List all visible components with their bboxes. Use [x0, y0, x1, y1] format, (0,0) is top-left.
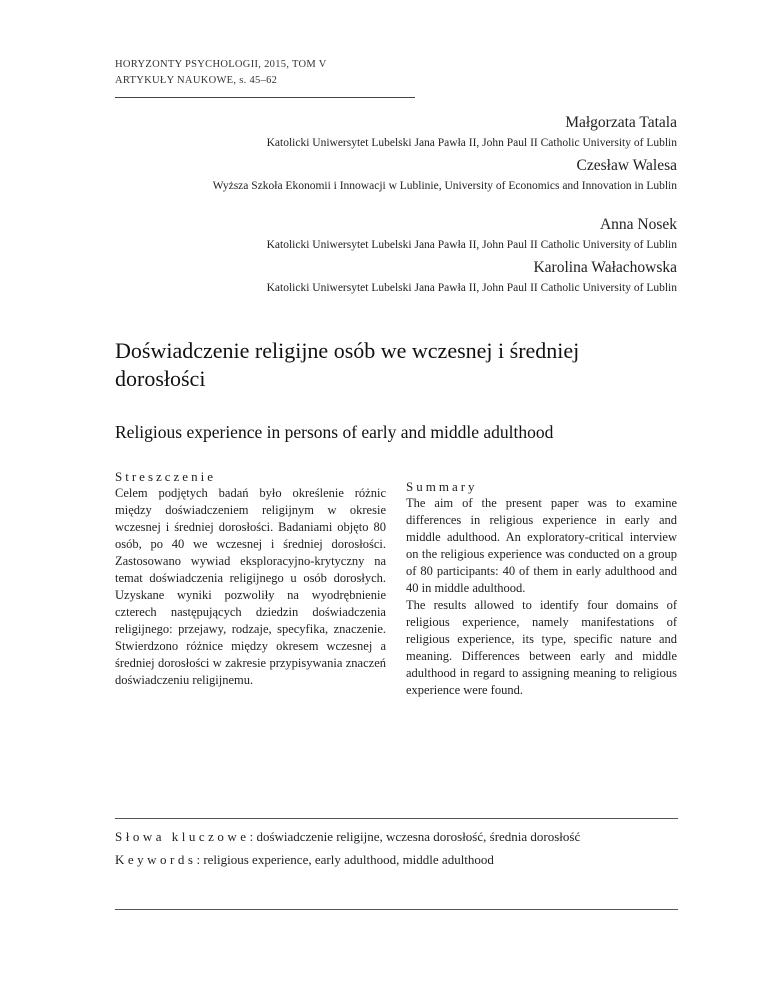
keywords-polish: Słowa kluczowe: doświadczenie religijne, wczesna dorosłość, średnia dorosłość — [115, 829, 581, 844]
author-affiliation: Katolicki Uniwersytet Lubelski Jana Pawła II, John Paul II Catholic University of Lublin — [266, 137, 677, 149]
abstract-english-heading: Summary — [406, 479, 478, 494]
abstract-polish-text: Celem podjętych badań było określenie różnic między doświadczeniem religijnym w okresie wczesnej i średniej dorosłości. Badaniami objęto 80 osób, po 40 we wczesnej i średniej dorosłości. Zastosowano wywiad eksploracyjno-krytyczny na temat doświadczenia religijnego u osób dorosłych. Uzyskane wyniki pozwoliły na wyodrębnienie czterech następujących dziedzin doświadczenia religijnego: przejawy, rodzaje, specyfika, znaczenie. Stwierdzono różnice między okresem wczesnej a średniej dorosłości w zakresie przypisywania znaczeń doświadczeniu religijnemu. — [115, 486, 386, 687]
author-name: Czesław Walesa — [576, 157, 677, 174]
keywords-polish-label: Słowa kluczowe — [115, 829, 250, 844]
keywords-english: Keywords: religious experience, early adulthood, middle adulthood — [115, 852, 494, 867]
article-title-polish: Doświadczenie religijne osób we wczesnej i średniej dorosłości — [115, 338, 580, 391]
author-affiliation: Wyższa Szkoła Ekonomii i Innowacji w Lublinie, University of Economics and Innovation in Lublin — [212, 180, 677, 192]
abstract-english-text: The aim of the present paper was to examine differences in religious experience in early and middle adulthood. An exploratory-critical interview on the religious experience was conducted on a group of 80 participants: 40 of them in early adulthood and 40 in middle adulthood. — [406, 496, 677, 595]
author-affiliation: Katolicki Uniwersytet Lubelski Jana Pawła II, John Paul II Catholic University of Lublin — [266, 282, 677, 294]
journal-header — [115, 57, 327, 89]
keywords-polish-text: doświadczenie religijne, wczesna dorosłość, średnia dorosłość — [256, 829, 581, 844]
abstract-english-text: The results allowed to identify four domains of religious experience, namely manifestations of religious experience, its type, specific nature and meaning. Differences between early and middle adulthood in regard to assigning meaning to religious experience were found. — [406, 598, 677, 697]
keywords-bottom-divider — [115, 909, 678, 910]
keywords-english-text: religious experience, early adulthood, middle adulthood — [203, 852, 494, 867]
journal-name: HORYZONTY PSYCHOLOGII, 2015, TOM V — [115, 59, 327, 70]
header-divider — [115, 97, 415, 98]
author-name: Anna Nosek — [599, 216, 677, 233]
author-affiliation: Katolicki Uniwersytet Lubelski Jana Pawła II, John Paul II Catholic University of Lublin — [266, 239, 677, 251]
article-title-english: Religious experience in persons of early and middle adulthood — [115, 422, 554, 442]
journal-section: ARTYKUŁY NAUKOWE, s. 45–62 — [115, 75, 278, 86]
author-name: Małgorzata Tatala — [565, 114, 677, 131]
keywords-top-divider — [115, 818, 678, 819]
abstract-english — [406, 478, 677, 699]
author-name: Karolina Wałachowska — [533, 259, 677, 276]
abstract-polish — [115, 468, 386, 689]
keywords-english-label: Keywords — [115, 852, 197, 867]
abstract-polish-heading: Streszczenie — [115, 469, 216, 484]
